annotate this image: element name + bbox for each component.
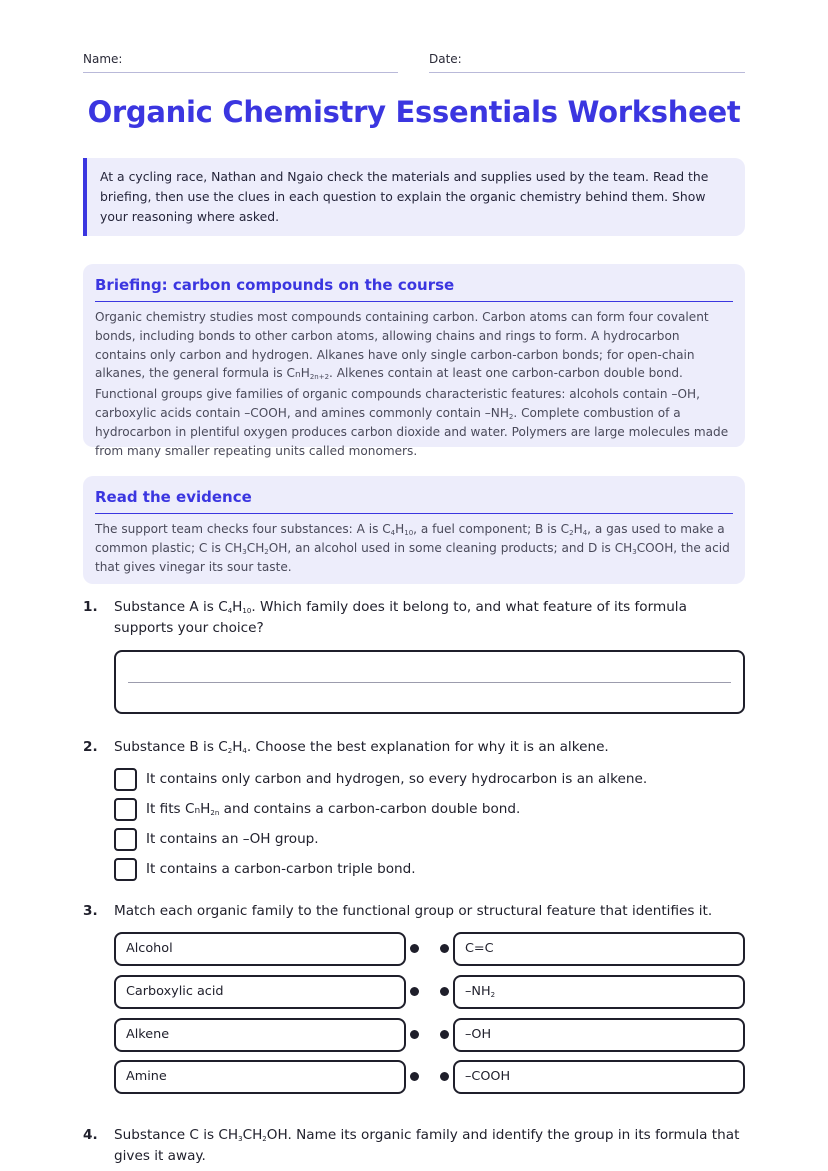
question-text: Substance C is $CH_3CH_2OH$. Name its organic family and identify the group in its formula that gives it away.: [114, 1127, 740, 1164]
checkbox[interactable]: [114, 858, 137, 881]
question-number: 2.: [83, 739, 98, 755]
match-left-item[interactable]: Alcohol: [114, 932, 406, 966]
match-right-item[interactable]: –OH: [453, 1018, 745, 1052]
choice-label: It fits CnH$_{2n}$ and contains a carbon-carbon double bond.: [146, 801, 521, 817]
checkbox[interactable]: [114, 768, 137, 791]
match-right-item[interactable]: C=C: [453, 932, 745, 966]
answer-box-q1[interactable]: [114, 650, 745, 714]
date-field[interactable]: [429, 52, 745, 73]
match-dot[interactable]: [410, 987, 419, 996]
question-number: 3.: [83, 903, 98, 919]
date-label: Date:: [429, 52, 462, 66]
choice-label: It contains a carbon-carbon triple bond.: [146, 861, 416, 877]
question-text: Substance B is $C_2H_4$. Choose the best explanation for why it is an alkene.: [114, 739, 609, 755]
name-field[interactable]: [83, 52, 398, 73]
question-3: [83, 901, 745, 923]
intro-callout: At a cycling race, Nathan and Ngaio check the materials and supplies used by the team. Read the briefing, then use the clues in each question to explain the organic chemistry behind them. Show your reasoning where asked.: [83, 158, 745, 236]
match-left-item[interactable]: Carboxylic acid: [114, 975, 406, 1009]
choice-option-1[interactable]: [114, 768, 734, 792]
name-date-row: [83, 52, 745, 74]
match-left-item[interactable]: Alkene: [114, 1018, 406, 1052]
checkbox[interactable]: [114, 828, 137, 851]
choice-option-3[interactable]: [114, 828, 734, 852]
evidence-panel: [83, 476, 745, 584]
question-number: 1.: [83, 599, 98, 615]
answer-line: [128, 682, 731, 683]
match-dot[interactable]: [440, 987, 449, 996]
worksheet-title: Organic Chemistry Essentials Worksheet: [87, 95, 741, 129]
choice-option-2[interactable]: [114, 798, 734, 822]
evidence-text: The support team checks four substances: A is $C_4H_{10}$, a fuel component; B is $C_2H_4$, a gas used to make a common plastic; C is $CH_3CH_2OH$, an alcohol used in some cleaning products; and D is $CH_3COOH$, the acid that gives vinegar its sour taste.: [95, 522, 730, 574]
question-text: Match each organic family to the functional group or structural feature that identifies it.: [114, 903, 713, 919]
match-dot[interactable]: [440, 1072, 449, 1081]
question-text: Substance A is $C_4H_{10}$. Which family does it belong to, and what feature of its formula supports your choice?: [114, 599, 687, 636]
question-4: [83, 1125, 745, 1169]
choice-label: It contains only carbon and hydrogen, so every hydrocarbon is an alkene.: [146, 771, 648, 787]
match-dot[interactable]: [440, 1030, 449, 1039]
match-dot[interactable]: [410, 944, 419, 953]
match-right-item[interactable]: $-NH_2$: [453, 975, 745, 1009]
name-label: Name:: [83, 52, 123, 66]
briefing-text: Organic chemistry studies most compounds containing carbon. Carbon atoms can form four covalent bonds, including bonds to other carbon atoms, allowing chains and rings to form. A hydrocarbon contains only carbon and hydrogen. Alkanes have only single carbon-carbon bonds; for open-chain alkanes, the general formula is CnH$_{2n+2}$. Alkenes contain at least one carbon-carbon double bond. Functional groups give families of organic compounds characteristic features: alcohols contain –OH, carboxylic acids contain –COOH, and amines commonly contain $-NH_2$. Complete combustion of a hydrocarbon in plentiful oxygen produces carbon dioxide and water. Polymers are large molecules made from many smaller repeating units called monomers.: [95, 310, 729, 458]
question-2: [83, 737, 745, 759]
briefing-panel: [83, 264, 745, 458]
briefing-heading: Briefing: carbon compounds on the course: [95, 264, 733, 302]
match-left-item[interactable]: Amine: [114, 1060, 406, 1094]
choice-label: It contains an –OH group.: [146, 831, 319, 847]
evidence-heading: Read the evidence: [95, 476, 733, 514]
match-dot[interactable]: [410, 1072, 419, 1081]
match-right-item[interactable]: –COOH: [453, 1060, 745, 1094]
choice-option-4[interactable]: [114, 858, 734, 882]
question-number: 4.: [83, 1127, 98, 1143]
checkbox[interactable]: [114, 798, 137, 821]
match-dot[interactable]: [410, 1030, 419, 1039]
question-1: [83, 597, 745, 641]
match-dot[interactable]: [440, 944, 449, 953]
